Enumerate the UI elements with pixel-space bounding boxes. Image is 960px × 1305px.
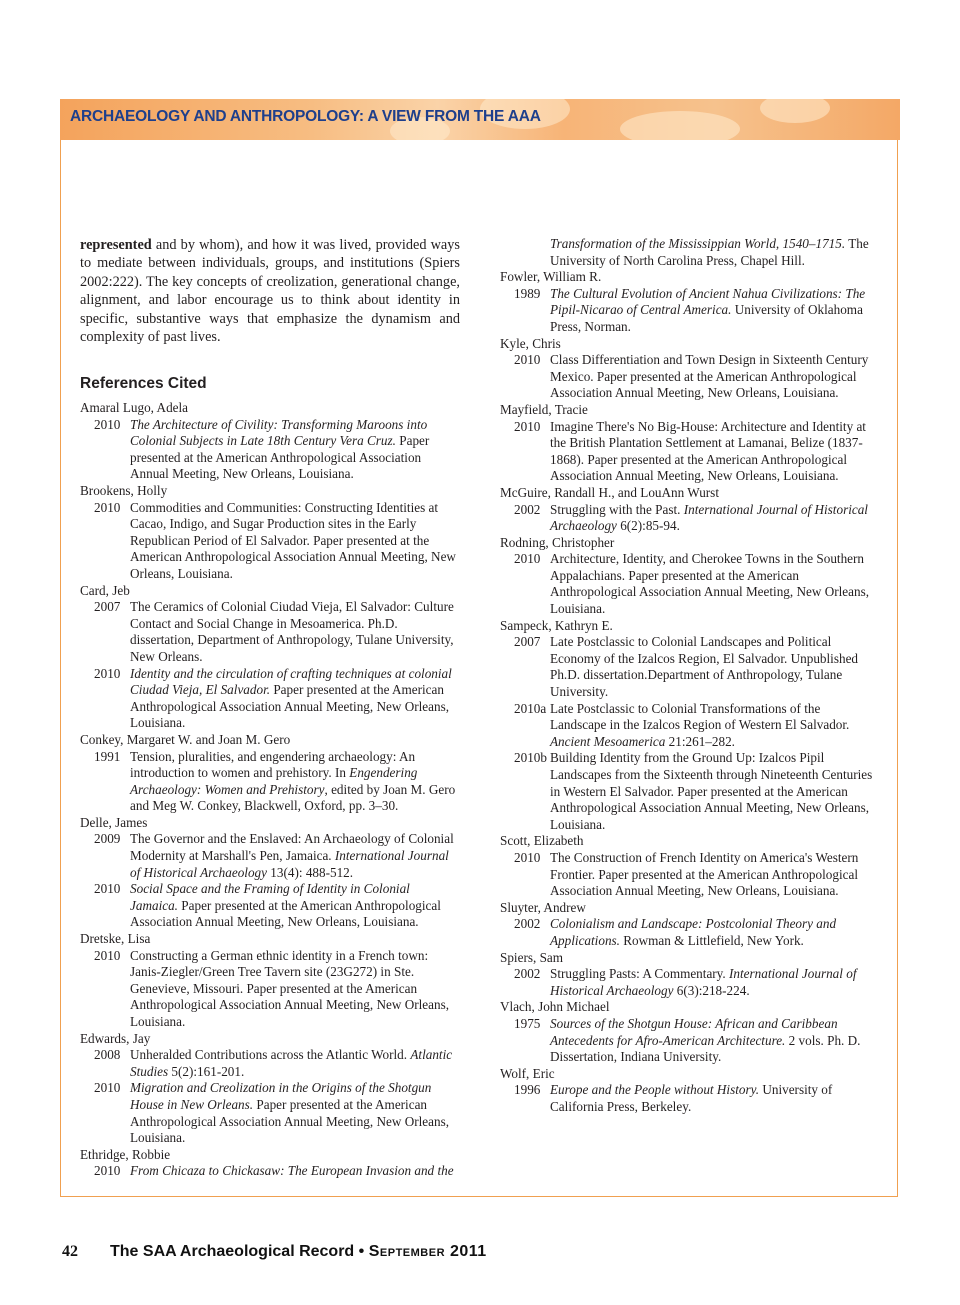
reference-entry	[80, 417, 460, 483]
reference-details: 13(4): 488-512.	[267, 864, 354, 880]
reference-author: Rodning, Christopher	[500, 534, 615, 550]
banner-title: ARCHAEOLOGY AND ANTHROPOLOGY: A VIEW FROM THE AAA	[70, 108, 541, 125]
references-heading: References Cited	[80, 375, 207, 393]
reference-details: Paper presented at the American Anthropological Association Annual Meeting, New Orleans, Louisiana.	[130, 433, 430, 482]
reference-year: 2010	[94, 665, 121, 681]
reference-year: 2010	[94, 416, 121, 432]
reference-details: 5(2):161-201.	[168, 1063, 245, 1079]
reference-details: 2 vols. Ph. D. Dissertation, Indiana University.	[550, 1032, 861, 1065]
reference-author: Dretske, Lisa	[80, 931, 151, 947]
reference-entry	[500, 916, 878, 949]
reference-author: Amaral Lugo, Adela	[80, 400, 189, 416]
reference-author: Card, Jeb	[80, 582, 130, 598]
reference-author: Sluyter, Andrew	[500, 899, 586, 915]
reference-year: 1989	[514, 285, 541, 301]
reference-year: 1996	[514, 1082, 541, 1098]
reference-entry	[80, 1047, 460, 1080]
reference-year: 2010	[94, 947, 121, 963]
reference-title: Sources of the Shotgun House: African and Caribbean Antecedents for Afro-American Architecture.	[550, 1015, 838, 1048]
reference-text: Struggling Pasts: A Commentary.	[550, 966, 730, 982]
reference-entry	[500, 352, 878, 402]
reference-text: The Construction of French Identity on America's Western Frontier. Paper presented at the American Anthropological Association Annual Meeting, New Orleans, Louisiana.	[550, 849, 859, 899]
reference-text: Late Postclassic to Colonial Transformations of the Landscape in the Izalcos Region of Western El Salvador.	[550, 700, 850, 733]
reference-year: 2010	[514, 418, 541, 434]
reference-entry	[80, 1080, 460, 1146]
reference-entry	[80, 749, 460, 815]
reference-title: International Journal of Historical Archaeology	[550, 966, 857, 998]
reference-year: 2008	[94, 1047, 121, 1063]
section-banner	[60, 99, 900, 140]
reference-year: 2010	[94, 881, 121, 897]
reference-list-right	[500, 236, 878, 1115]
reference-title: Europe and the People without History.	[550, 1082, 760, 1098]
reference-entry	[80, 666, 460, 732]
reference-year: 2007	[514, 634, 541, 650]
publication-name: The SAA Archaeological Record	[110, 1243, 355, 1260]
reference-entry	[500, 1016, 878, 1066]
reference-details: Paper presented at the American Anthropological Association Annual Meeting, New Orleans, Louisiana.	[130, 682, 450, 731]
reference-author: Brookens, Holly	[80, 483, 168, 498]
reference-text: Imagine There's No Big-House: Architecture and Identity at the British Plantation Settlement at Lamanai, Belize (1837-1868). Paper presented at the American Anthropological Association Annual Meeting, New Orleans, Louisiana.	[550, 418, 866, 484]
reference-text: Commodities and Communities: Constructing Identities at Cacao, Indigo, and Sugar Production sites in the Early Republican Period of El Salvador. Paper presented at the American Anthropological Association Annual Meeting, New Orleans, Louisiana.	[130, 499, 456, 581]
reference-title: Migration and Creolization in the Origins of the Shotgun House in New Orleans.	[130, 1080, 432, 1112]
reference-author: Edwards, Jay	[80, 1030, 151, 1046]
reference-text: The Governor and the Enslaved: An Archaeology of Colonial Modernity at Marshall's Pen, Jamaica.	[130, 831, 454, 864]
reference-entry	[80, 881, 460, 931]
reference-author: Scott, Elizabeth	[500, 833, 584, 849]
reference-year: 2010a	[514, 700, 547, 716]
reference-title: Engendering Archaeology: Women and Prehistory	[130, 765, 418, 797]
reference-continuation	[500, 236, 878, 269]
reference-author: Kyle, Chris	[500, 335, 561, 351]
reference-entry	[80, 1163, 460, 1180]
reference-year: 2010	[94, 1163, 121, 1179]
reference-title: The Cultural Evolution of Ancient Nahua Civilizations: The Pipil-Nicarao of Central America.	[550, 285, 866, 318]
left-column	[80, 236, 460, 1180]
intro-paragraph	[80, 236, 460, 346]
reference-year: 2007	[94, 599, 121, 615]
reference-details: The University of North Carolina Press, Chapel Hill.	[550, 236, 869, 268]
reference-entry	[80, 599, 460, 665]
reference-author: Delle, James	[80, 814, 148, 830]
reference-details: Paper presented at the American Anthropological Association Annual Meeting, New Orleans, Louisiana.	[130, 897, 441, 930]
reference-year: 2010	[514, 352, 541, 368]
reference-entry	[500, 701, 878, 751]
reference-text: Unheralded Contributions across the Atlantic World.	[130, 1047, 411, 1063]
reference-year: 2010	[514, 551, 541, 567]
reference-author: Mayfield, Tracie	[500, 401, 588, 417]
issue-date: September 2011	[368, 1243, 487, 1260]
reference-entry	[500, 419, 878, 485]
right-column	[500, 236, 878, 1115]
reference-entry	[500, 1082, 878, 1115]
reference-title: Colonialism and Landscape: Postcolonial Theory and Applications.	[550, 916, 837, 948]
reference-author: Vlach, John Michael	[500, 999, 610, 1015]
reference-author: Sampeck, Kathryn E.	[500, 617, 613, 633]
page-number: 42	[62, 1243, 78, 1260]
reference-details: University of Oklahoma Press, Norman.	[550, 302, 863, 334]
reference-text: Constructing a German ethnic identity in a French town: Janis-Ziegler/Green Tree Tavern site (23G272) in Ste. Genevieve, Missouri. Paper presented at the American Anthropological Association Annual Meeting, New Orleans, Louisiana.	[130, 947, 450, 1029]
reference-author: Ethridge, Robbie	[80, 1146, 171, 1162]
reference-text: Class Differentiation and Town Design in Sixteenth Century Mexico. Paper presented at the American Anthropological Association Annual Meeting, New Orleans, Louisiana.	[550, 352, 869, 401]
reference-title: Ancient Mesoamerica	[550, 733, 666, 749]
reference-year: 2010	[94, 499, 121, 515]
reference-entry	[80, 500, 460, 583]
reference-entry	[500, 750, 878, 833]
reference-title: International Journal of Historical Archaeology	[550, 501, 868, 534]
reference-title: International Journal of Historical Archaeology	[130, 848, 449, 880]
reference-text: Struggling with the Past.	[550, 501, 684, 517]
reference-author: Fowler, William R.	[500, 269, 602, 285]
reference-text: The Ceramics of Colonial Ciudad Vieja, El Salvador: Culture Contact and Social Change in Mesoamerica. Ph.D. dissertation, Department of Anthropology, Tulane University, New Orleans.	[130, 599, 454, 664]
reference-author: Spiers, Sam	[500, 949, 564, 965]
reference-title: Atlantic Studies	[130, 1047, 453, 1079]
reference-details: , edited by Joan M. Gero and Meg W. Conkey, Blackwell, Oxford, pp. 3–30.	[130, 781, 456, 814]
reference-details: 6(2):85-94.	[616, 518, 680, 534]
reference-year: 2010	[94, 1080, 121, 1096]
reference-details: 6(3):218-224.	[673, 982, 750, 998]
reference-details: Rowman & Littlefield, New York.	[619, 932, 804, 948]
reference-entry	[80, 831, 460, 881]
reference-author: McGuire, Randall H., and LouAnn Wurst	[500, 484, 719, 500]
reference-text: Late Postclassic to Colonial Landscapes and Political Economy of the Izalcos Region, El Salvador. Unpublished Ph.D. dissertation.Department of Anthropology, Tulane University.	[550, 634, 859, 700]
reference-author: Wolf, Eric	[500, 1065, 555, 1081]
reference-year: 2002	[514, 916, 541, 932]
reference-year: 2002	[514, 501, 541, 517]
reference-details: University of California Press, Berkeley.	[550, 1082, 833, 1114]
footer-separator: •	[358, 1243, 365, 1260]
reference-entry	[500, 850, 878, 900]
reference-text: Building Identity from the Ground Up: Izalcos Pipil Landscapes from the Sixteenth through Nineteenth Centuries in Western El Salvador. Paper presented at the American Anthropological Association Annual Meeting, New Orleans, Louisiana.	[550, 750, 873, 832]
reference-year: 2010b	[514, 750, 547, 766]
reference-entry	[500, 551, 878, 617]
reference-entry	[500, 286, 878, 336]
reference-title: Social Space and the Framing of Identity in Colonial Jamaica.	[130, 881, 410, 913]
reference-entry	[500, 966, 878, 999]
reference-year: 2010	[514, 849, 541, 865]
reference-entry	[500, 634, 878, 700]
reference-year: 2002	[514, 966, 541, 982]
reference-details: 21:261–282.	[665, 733, 735, 749]
reference-year: 2009	[94, 831, 121, 847]
reference-year: 1975	[514, 1015, 541, 1031]
page-footer	[62, 1243, 487, 1261]
reference-entry	[500, 502, 878, 535]
intro-text: and by whom), and how it was lived, provided ways to mediate between individuals, groups, and institutions (Spiers 2002:222). The key concepts of creolization, generational change, alignment, and labor encourage us to think about identity in specific, substantive ways that emphasize the dynamism and complexity of past lives.	[80, 237, 460, 346]
reference-list-left	[80, 400, 460, 1180]
reference-details: Paper presented at the American Anthropological Association Annual Meeting, New Orleans, Louisiana.	[130, 1096, 450, 1146]
reference-title: Transformation of the Mississippian World, 1540–1715.	[550, 236, 846, 251]
reference-author: Conkey, Margaret W. and Joan M. Gero	[80, 731, 291, 747]
reference-text: Architecture, Identity, and Cherokee Towns in the Southern Appalachians. Paper presented at the American Anthropological Association Annual Meeting, New Orleans, Louisiana.	[550, 551, 870, 617]
reference-year: 1991	[94, 748, 121, 764]
reference-text: Tension, pluralities, and engendering archaeology: An introduction to women and prehistory. In	[130, 748, 416, 781]
intro-lead: represented	[80, 237, 152, 253]
reference-title: Identity and the circulation of crafting techniques at colonial Ciudad Vieja, El Salvador.	[130, 665, 452, 698]
reference-title: From Chicaza to Chickasaw: The European Invasion and the	[130, 1163, 454, 1179]
reference-entry	[80, 948, 460, 1031]
reference-title: The Architecture of Civility: Transforming Maroons into Colonial Subjects in Late 18th Century Vera Cruz.	[130, 416, 428, 449]
